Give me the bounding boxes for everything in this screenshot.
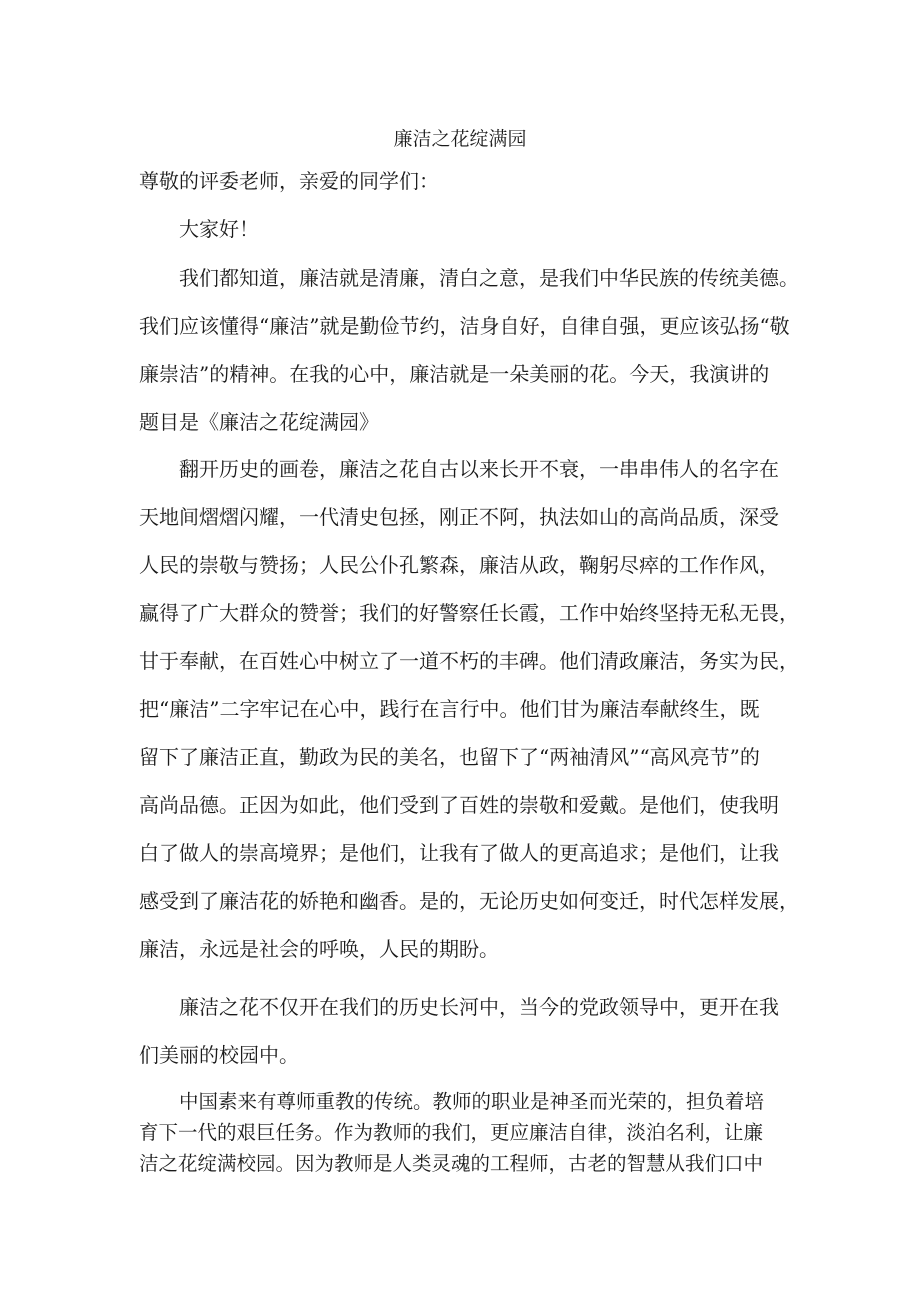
paragraph-2 — [139, 445, 799, 973]
greeting-text: 大家好！ — [179, 217, 259, 241]
paragraph-line: 感受到了廉洁花的娇艳和幽香。是的，无论历史如何变迁，时代怎样发展， — [139, 889, 799, 913]
paragraph-line: 中国素来有尊师重教的传统。教师的职业是神圣而光荣的，担负着培 — [179, 1090, 765, 1113]
paragraph-line: 白了做人的崇高境界；是他们，让我有了做人的更高追求；是他们，让我 — [139, 841, 779, 865]
paragraph-line: 题目是《廉洁之花绽满园》 — [139, 410, 379, 434]
paragraph-line: 我们应该懂得“廉洁”就是勤俭节约，洁身自好，自律自强，更应该弘扬“敬 — [139, 314, 790, 338]
paragraph-line: 廉崇洁”的精神。在我的心中，廉洁就是一朵美丽的花。今天，我演讲的 — [139, 362, 770, 386]
paragraph-line: 高尚品德。正因为如此，他们受到了百姓的崇敬和爱戴。是他们，使我明 — [139, 793, 779, 817]
paragraph-1 — [139, 254, 799, 446]
paragraph-4 — [139, 1086, 784, 1179]
paragraph-line: 翻开历史的画卷，廉洁之花自古以来长开不衰，一串串伟人的名字在 — [179, 457, 779, 481]
document-title: 廉洁之花绽满园 — [393, 128, 527, 150]
paragraph-line: 廉洁之花不仅开在我们的历史长河中，当今的党政领导中，更开在我 — [179, 995, 779, 1019]
paragraph-line: 洁之花绽满校园。因为教师是人类灵魂的工程师，古老的智慧从我们口中 — [139, 1152, 764, 1175]
paragraph-line: 育下一代的艰巨任务。作为教师的我们，更应廉洁自律，淡泊名利，让廉 — [139, 1121, 764, 1144]
paragraph-line: 们美丽的校园中。 — [139, 1043, 299, 1067]
paragraph-line: 赢得了广大群众的赞誉；我们的好警察任长霞，工作中始终坚持无私无畏， — [139, 601, 799, 625]
paragraph-line: 把“廉洁”二字牢记在心中，践行在言行中。他们甘为廉洁奉献终生，既 — [139, 697, 760, 721]
salutation: 尊敬的评委老师，亲爱的同学们： — [139, 169, 439, 193]
paragraph-line: 留下了廉洁正直，勤政为民的美名，也留下了“两袖清风”“高风亮节”的 — [139, 745, 760, 769]
paragraph-line: 廉洁，永远是社会的呼唤，人民的期盼。 — [139, 937, 499, 961]
paragraph-line: 我们都知道，廉洁就是清廉，清白之意，是我们中华民族的传统美德。 — [179, 266, 799, 290]
paragraph-line: 天地间熠熠闪耀，一代清史包拯，刚正不阿，执法如山的高尚品质，深受 — [139, 505, 779, 529]
paragraph-line: 人民的崇敬与赞扬；人民公仆孔繁森，廉洁从政，鞠躬尽瘁的工作作风， — [139, 553, 779, 577]
paragraph-line: 甘于奉献，在百姓心中树立了一道不朽的丰碑。他们清政廉洁，务实为民， — [139, 649, 799, 673]
paragraph-3 — [139, 983, 784, 1079]
greeting — [139, 205, 784, 253]
